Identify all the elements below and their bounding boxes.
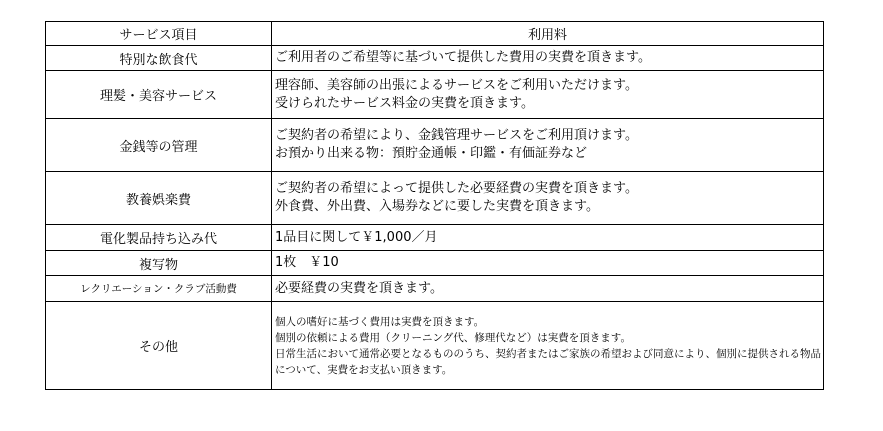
row-item-other: その他 bbox=[46, 302, 272, 390]
row-fee-copies bbox=[272, 251, 824, 276]
table-row bbox=[46, 225, 824, 251]
fee-line: 日常生活において通常必要となるもののうち、契約者またはご家族の希望および同意により、個別に提供される物品について、実費をお支払い頂きます。 bbox=[275, 347, 821, 376]
fee-line: 必要経費の実費を頂きます。 bbox=[275, 280, 443, 296]
table-row bbox=[46, 251, 824, 276]
fee-line: ご契約者の希望によって提供した必要経費の実費を頂きます。 bbox=[275, 181, 638, 196]
row-fee-money-management bbox=[272, 119, 824, 172]
table-row bbox=[46, 46, 824, 71]
table-row bbox=[46, 276, 824, 302]
row-fee-appliance-fee bbox=[272, 225, 824, 251]
fee-line: ご利用者のご希望等に基づいて提供した費用の実費を頂きます。 bbox=[275, 50, 651, 65]
row-item-special-meal: 特別な飲食代 bbox=[46, 46, 272, 71]
fee-line: 1品目に関して￥1,000／月 bbox=[275, 229, 438, 245]
service-fee-table bbox=[45, 21, 824, 390]
row-fee-recreation-club bbox=[272, 276, 824, 302]
fee-line: 外食費、外出費、入場券などに要した実費を頂きます。 bbox=[275, 199, 599, 214]
table-row bbox=[46, 172, 824, 225]
fee-line: 理容師、美容師の出張によるサービスをご利用いただけます。 bbox=[275, 77, 638, 93]
row-item-barber-beauty: 理髪・美容サービス bbox=[46, 71, 272, 119]
row-fee-other bbox=[272, 302, 824, 390]
fee-line: お預かり出来る物：預貯金通帳・印鑑・有価証券など bbox=[275, 146, 588, 161]
fee-line: 個人の嗜好に基づく費用は実費を頂きます。 bbox=[275, 315, 485, 328]
table-row bbox=[46, 302, 824, 390]
row-fee-barber-beauty bbox=[272, 71, 824, 119]
fee-line: 個別の依頼による費用（クリーニング代、修理代など）は実費を頂きます。 bbox=[275, 331, 631, 344]
row-item-appliance-fee: 電化製品持ち込み代 bbox=[46, 225, 272, 251]
row-fee-special-meal bbox=[272, 46, 824, 71]
row-item-copies: 複写物 bbox=[46, 251, 272, 276]
table-row bbox=[46, 71, 824, 119]
row-item-recreation-club: レクリエーション・クラブ活動費 bbox=[46, 276, 272, 302]
row-item-culture-entertainment: 教養娯楽費 bbox=[46, 172, 272, 225]
header-fee: 利用料 bbox=[272, 22, 824, 46]
fee-line: 受けられたサービス料金の実費を頂きます。 bbox=[275, 95, 534, 111]
row-item-money-management: 金銭等の管理 bbox=[46, 119, 272, 172]
row-fee-culture-entertainment bbox=[272, 172, 824, 225]
fee-line: 1枚 ￥10 bbox=[275, 255, 339, 270]
fee-line: ご契約者の希望により、金銭管理サービスをご利用頂けます。 bbox=[275, 128, 638, 143]
header-service-item: サービス項目 bbox=[46, 22, 272, 46]
table-row bbox=[46, 119, 824, 172]
